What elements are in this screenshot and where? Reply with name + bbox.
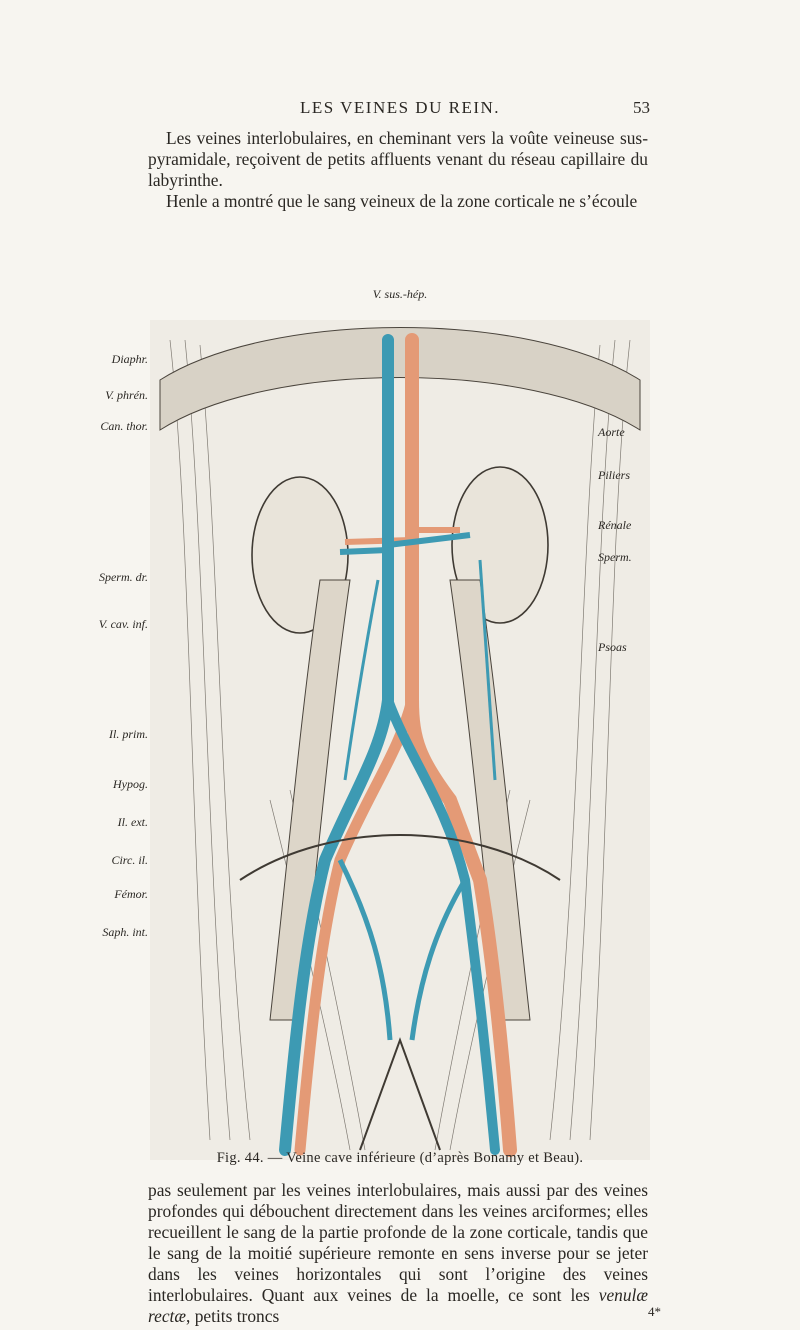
label-saphenous: Saph. int.	[102, 925, 148, 939]
label-left-spermatic: Sperm.	[598, 550, 632, 564]
paragraph-top-line-4: Henle a montré que le sang veineux de la zone corticale ne s’écoule	[166, 191, 638, 211]
label-aorta: Aorte	[598, 425, 625, 439]
label-right-spermatic: Sperm. dr.	[98, 570, 148, 584]
paragraph-bottom-line-1: pas seulement par les veines interlobulaires, mais aussi par des veines	[148, 1180, 648, 1200]
paragraph-bottom-line-6-start: Quant aux veines de la moelle, ce sont les	[261, 1285, 599, 1305]
paragraph-bottom-line-2: profondes qui débouchent directement dans les veines arciformes; elles	[148, 1201, 648, 1221]
label-renal: Rénale	[598, 518, 632, 532]
paragraph-bottom-line-3: recueillent le sang de la partie profonde de la zone corticale, tandis que	[148, 1222, 648, 1242]
label-inferior-vena-cava: V. cav. inf.	[98, 617, 148, 631]
paragraph-top-line-2: pyramidale, reçoivent de petits affluents venant du réseau capillaire du	[148, 149, 648, 169]
figure-caption-text: Fig. 44. — Veine cave inférieure (d’après Bonamy et Beau).	[216, 1150, 584, 1166]
running-head	[0, 98, 800, 122]
paragraph-bottom-line-5: dans les veines horizontales qui sont l’origine des veines interlobulaires.	[148, 1264, 648, 1305]
figure-top-label: V. sus.-hép.	[372, 287, 428, 301]
label-diaphragm: Diaphr.	[111, 352, 148, 366]
paragraph-top-line-3: labyrinthe.	[148, 170, 223, 190]
label-phrenic-vein: V. phrén.	[105, 388, 148, 402]
label-primitive-iliac: Il. prim.	[109, 727, 148, 741]
label-external-iliac: Il. ext.	[117, 815, 148, 829]
running-title: LES VEINES DU REIN.	[299, 98, 501, 117]
label-psoas: Psoas	[598, 640, 627, 654]
page-number: 53	[633, 98, 650, 117]
paragraph-bottom-line-6-end: , petits troncs	[186, 1306, 280, 1326]
signature-mark: 4*	[648, 1304, 661, 1319]
label-pillars: Piliers	[598, 468, 630, 482]
label-hypogastric: Hypog.	[113, 777, 148, 791]
paragraph-bottom-line-4: le sang de la moitié supérieure remonte en sens inverse pour se jeter	[148, 1243, 648, 1263]
paragraph-top-line-1: Les veines interlobulaires, en cheminant vers la voûte veineuse sus-	[166, 128, 648, 148]
figure-caption	[0, 1150, 800, 1167]
anatomical-illustration	[150, 320, 650, 1160]
paragraph-top	[148, 128, 648, 212]
label-femoral: Fémor.	[114, 887, 148, 901]
paragraph-bottom	[148, 1180, 648, 1327]
label-thoracic-duct: Can. thor.	[100, 419, 148, 433]
label-circumflex-iliac: Circ. il.	[111, 853, 148, 867]
venulae-rectae-term: venulæ rectæ	[148, 1285, 648, 1326]
